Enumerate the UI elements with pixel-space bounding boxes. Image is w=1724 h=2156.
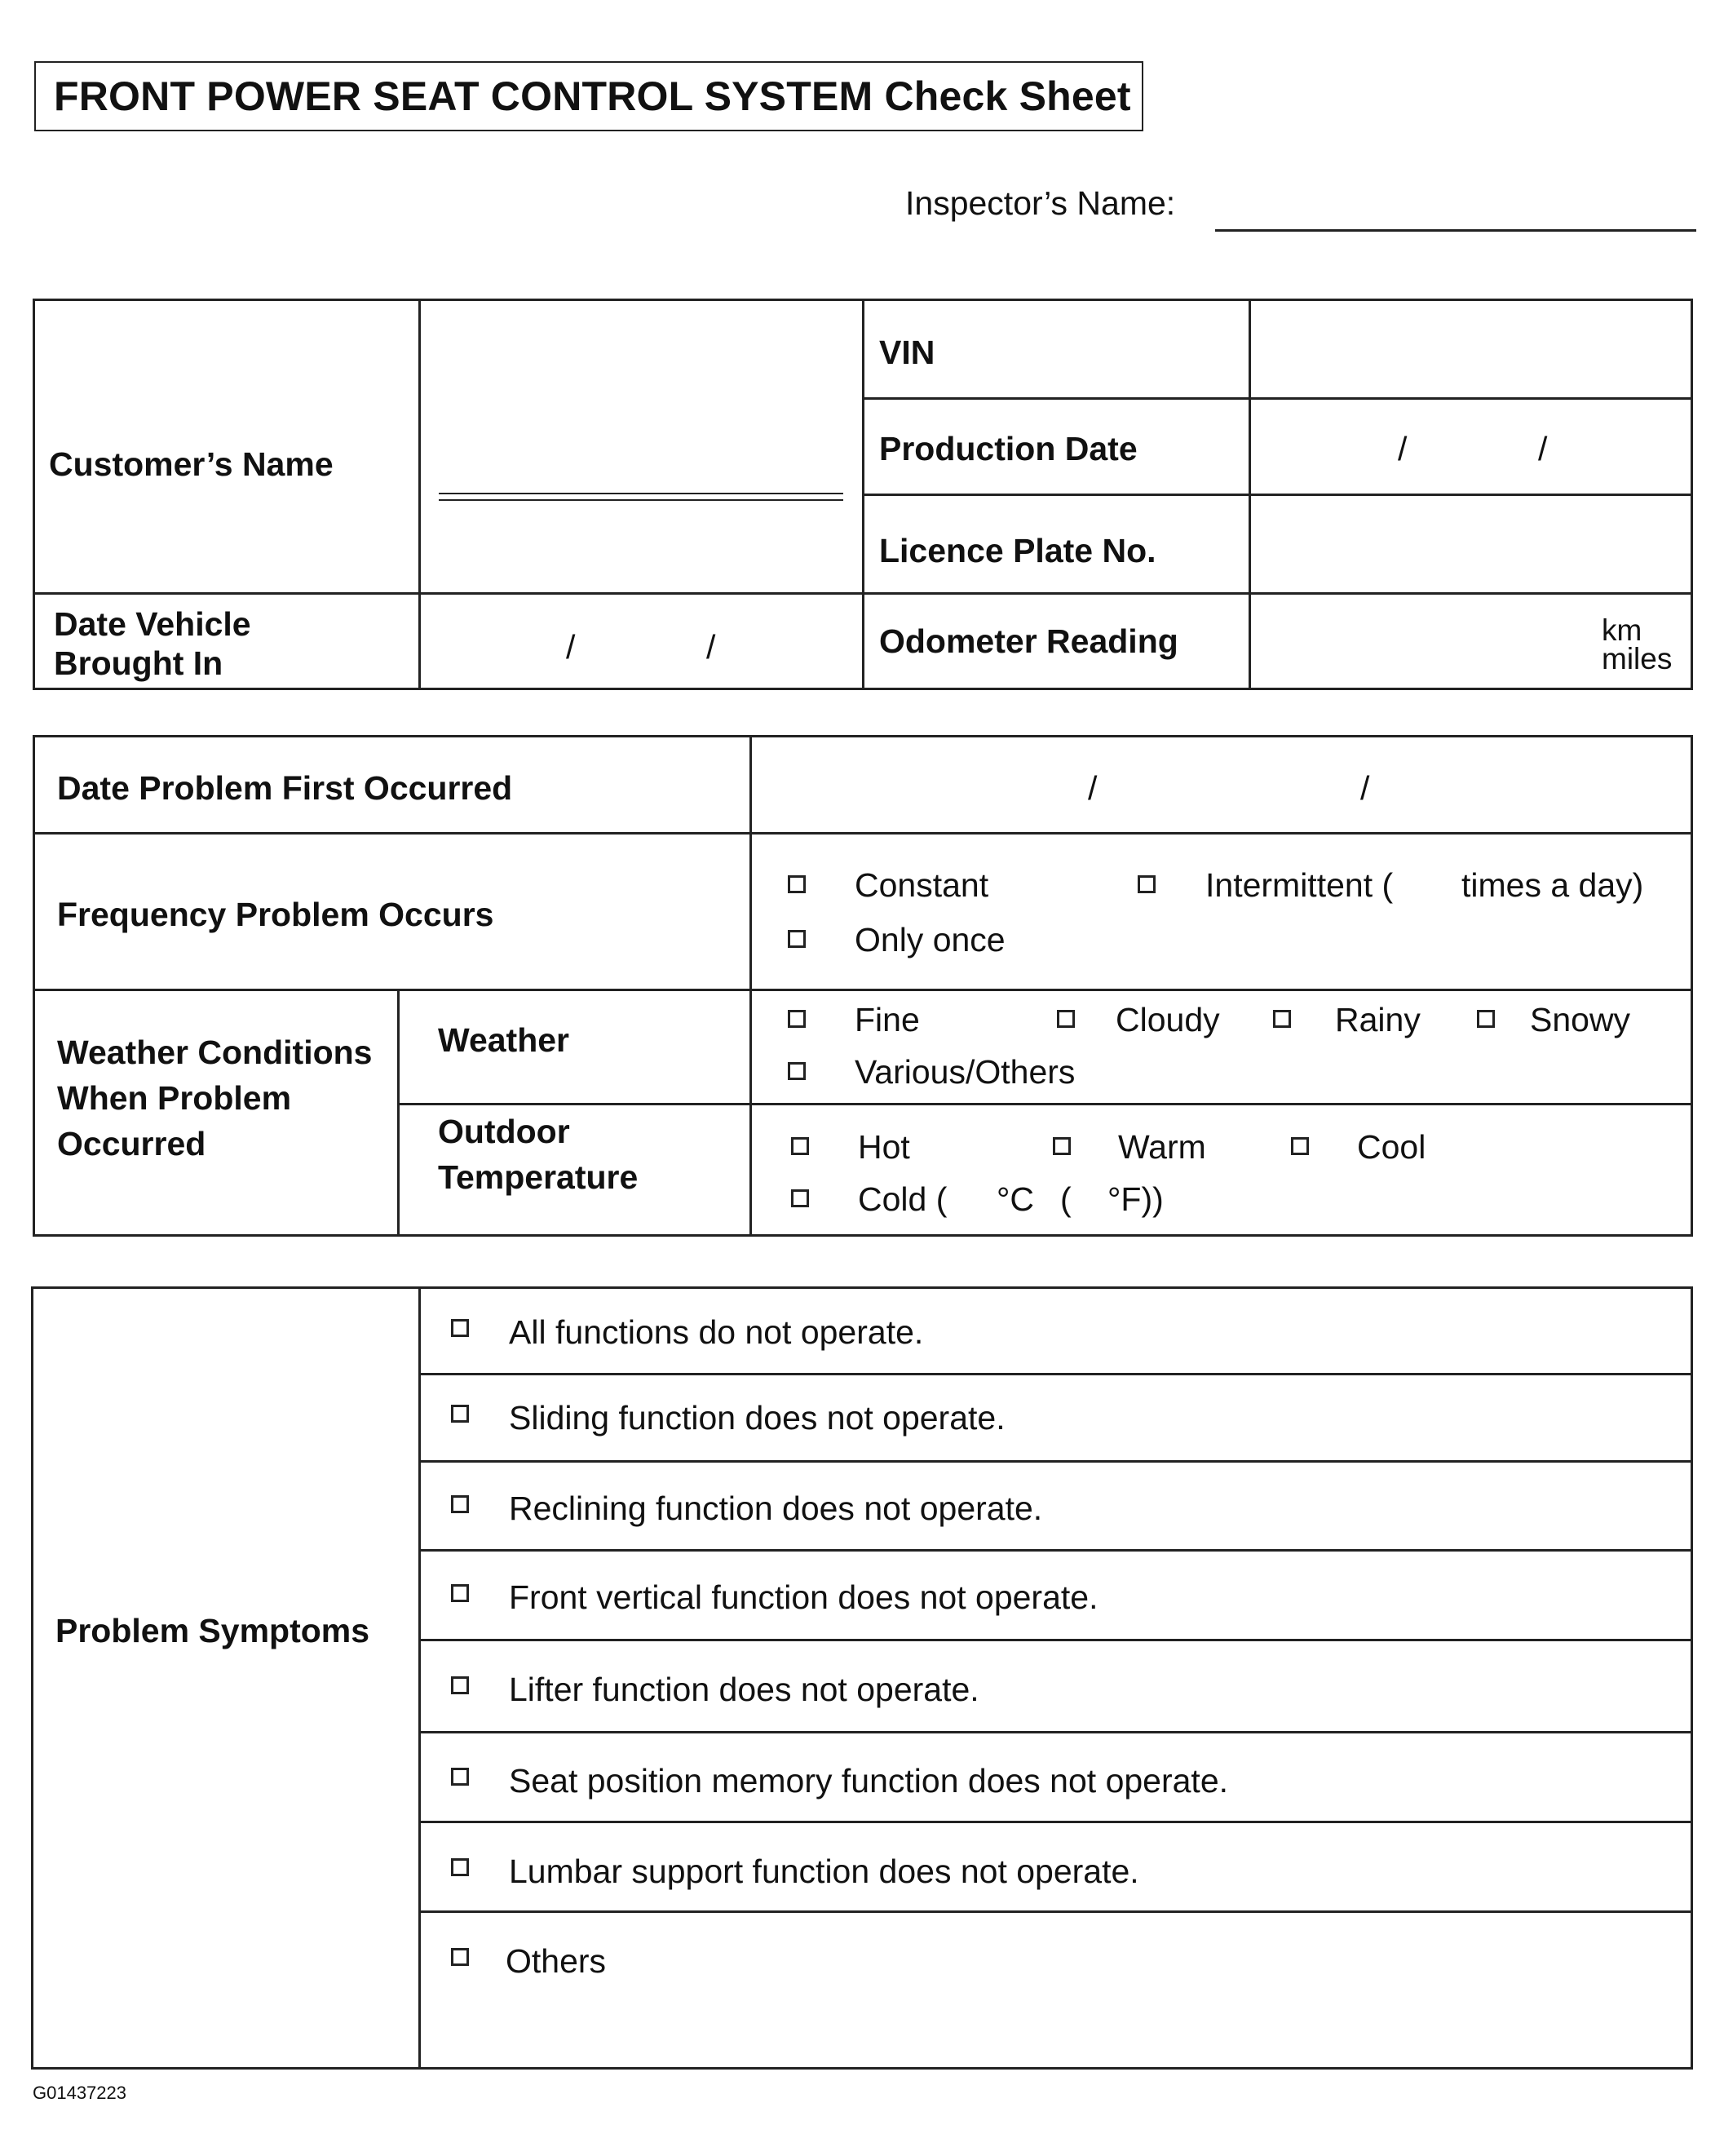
temp-warm-checkbox[interactable]	[1053, 1137, 1071, 1155]
frequency-label: Frequency Problem Occurs	[57, 896, 494, 933]
problem-symptoms-label: Problem Symptoms	[55, 1612, 370, 1649]
vin-label: VIN	[879, 334, 935, 371]
customer-name-label: Customer’s Name	[49, 445, 334, 483]
divider	[397, 989, 400, 1237]
divider	[862, 494, 1693, 496]
date-brought-in-label-line-2: Brought In	[54, 644, 223, 682]
temp-cold-label: Cold (	[858, 1180, 948, 1218]
production-date-slash-1: /	[1398, 430, 1408, 467]
freq-only-once-label: Only once	[855, 921, 1006, 958]
symptom-checkbox[interactable]	[451, 1858, 469, 1876]
temp-cool-checkbox[interactable]	[1291, 1137, 1309, 1155]
divider	[418, 1910, 1693, 1913]
freq-intermittent-checkbox[interactable]	[1138, 875, 1156, 893]
temp-celsius-label: °C	[997, 1180, 1035, 1218]
weather-cloudy-checkbox[interactable]	[1057, 1010, 1075, 1028]
symptom-label: Sliding function does not operate.	[509, 1399, 1006, 1437]
date-first-slash-2: /	[1360, 769, 1370, 807]
weather-various-checkbox[interactable]	[788, 1062, 806, 1080]
weather-label: Weather	[438, 1021, 570, 1059]
weather-rainy-label: Rainy	[1335, 1001, 1421, 1038]
outdoor-temperature-label-line-2: Temperature	[438, 1158, 639, 1196]
divider	[418, 1286, 421, 2070]
symptom-checkbox[interactable]	[451, 1405, 469, 1423]
divider	[418, 1460, 1693, 1463]
weather-various-label: Various/Others	[855, 1053, 1076, 1091]
date-first-slash-1: /	[1088, 769, 1098, 807]
symptom-checkbox[interactable]	[451, 1495, 469, 1513]
divider	[418, 1549, 1693, 1552]
temp-hot-label: Hot	[858, 1128, 910, 1166]
inspector-name-field[interactable]	[1215, 229, 1696, 232]
temp-paren-label: (	[1060, 1180, 1072, 1218]
divider	[749, 735, 752, 1237]
divider	[33, 989, 1693, 991]
weather-fine-checkbox[interactable]	[788, 1010, 806, 1028]
licence-plate-label: Licence Plate No.	[879, 532, 1156, 569]
symptom-label: Reclining function does not operate.	[509, 1490, 1043, 1527]
page-title-text: FRONT POWER SEAT CONTROL SYSTEM Check Sheet	[54, 73, 1131, 119]
symptom-label: Seat position memory function does not operate.	[509, 1762, 1229, 1800]
page-title	[34, 61, 1143, 131]
symptom-checkbox[interactable]	[451, 1768, 469, 1786]
figure-code: G01437223	[33, 2083, 126, 2103]
date-brought-in-slash-2: /	[706, 628, 716, 666]
weather-rainy-checkbox[interactable]	[1273, 1010, 1291, 1028]
temp-hot-checkbox[interactable]	[791, 1137, 809, 1155]
date-first-occurred-label: Date Problem First Occurred	[57, 769, 513, 807]
symptom-checkbox[interactable]	[451, 1948, 469, 1966]
divider	[862, 397, 1693, 400]
temp-warm-label: Warm	[1118, 1128, 1206, 1166]
temp-cold-checkbox[interactable]	[791, 1189, 809, 1207]
weather-conditions-label-line-1: Weather Conditions	[57, 1034, 373, 1071]
symptom-label: All functions do not operate.	[509, 1313, 924, 1351]
divider	[418, 1373, 1693, 1375]
freq-constant-checkbox[interactable]	[788, 875, 806, 893]
production-date-label: Production Date	[879, 430, 1138, 467]
weather-snowy-checkbox[interactable]	[1477, 1010, 1495, 1028]
licence-plate-field[interactable]	[1253, 498, 1690, 589]
divider	[418, 1821, 1693, 1823]
date-brought-in-label-line-1: Date Vehicle	[54, 605, 251, 643]
divider	[33, 592, 1693, 595]
divider	[397, 1103, 1693, 1105]
divider	[418, 299, 421, 690]
freq-only-once-checkbox[interactable]	[788, 930, 806, 948]
divider	[33, 832, 1693, 835]
divider	[418, 1639, 1693, 1641]
date-brought-in-slash-1: /	[566, 628, 576, 666]
symptom-label: Front vertical function does not operate.	[509, 1578, 1098, 1616]
symptom-checkbox[interactable]	[451, 1676, 469, 1694]
temp-fahrenheit-label: °F))	[1107, 1180, 1164, 1218]
production-date-slash-2: /	[1538, 430, 1548, 467]
freq-times-a-day-label: times a day)	[1461, 866, 1644, 904]
weather-conditions-label-line-3: Occurred	[57, 1125, 206, 1162]
divider	[418, 1731, 1693, 1733]
symptom-checkbox[interactable]	[451, 1584, 469, 1602]
symptom-checkbox[interactable]	[451, 1319, 469, 1337]
symptom-label: Lifter function does not operate.	[509, 1671, 979, 1708]
customer-name-field[interactable]	[439, 493, 843, 501]
freq-intermittent-label: Intermittent (	[1205, 866, 1394, 904]
odometer-label: Odometer Reading	[879, 622, 1178, 660]
weather-cloudy-label: Cloudy	[1116, 1001, 1220, 1038]
symptom-label: Others	[506, 1942, 607, 1980]
weather-conditions-label-line-2: When Problem	[57, 1079, 292, 1117]
odometer-unit-miles: miles	[1602, 642, 1673, 675]
odometer-unit-km: km	[1602, 613, 1642, 647]
inspector-name-label: Inspector’s Name:	[905, 184, 1176, 222]
weather-snowy-label: Snowy	[1530, 1001, 1631, 1038]
vin-field[interactable]	[1253, 302, 1690, 395]
freq-constant-label: Constant	[855, 866, 989, 904]
outdoor-temperature-label-line-1: Outdoor	[438, 1113, 570, 1150]
symptom-label: Lumbar support function does not operate.	[509, 1853, 1139, 1890]
weather-fine-label: Fine	[855, 1001, 920, 1038]
temp-cool-label: Cool	[1357, 1128, 1426, 1166]
